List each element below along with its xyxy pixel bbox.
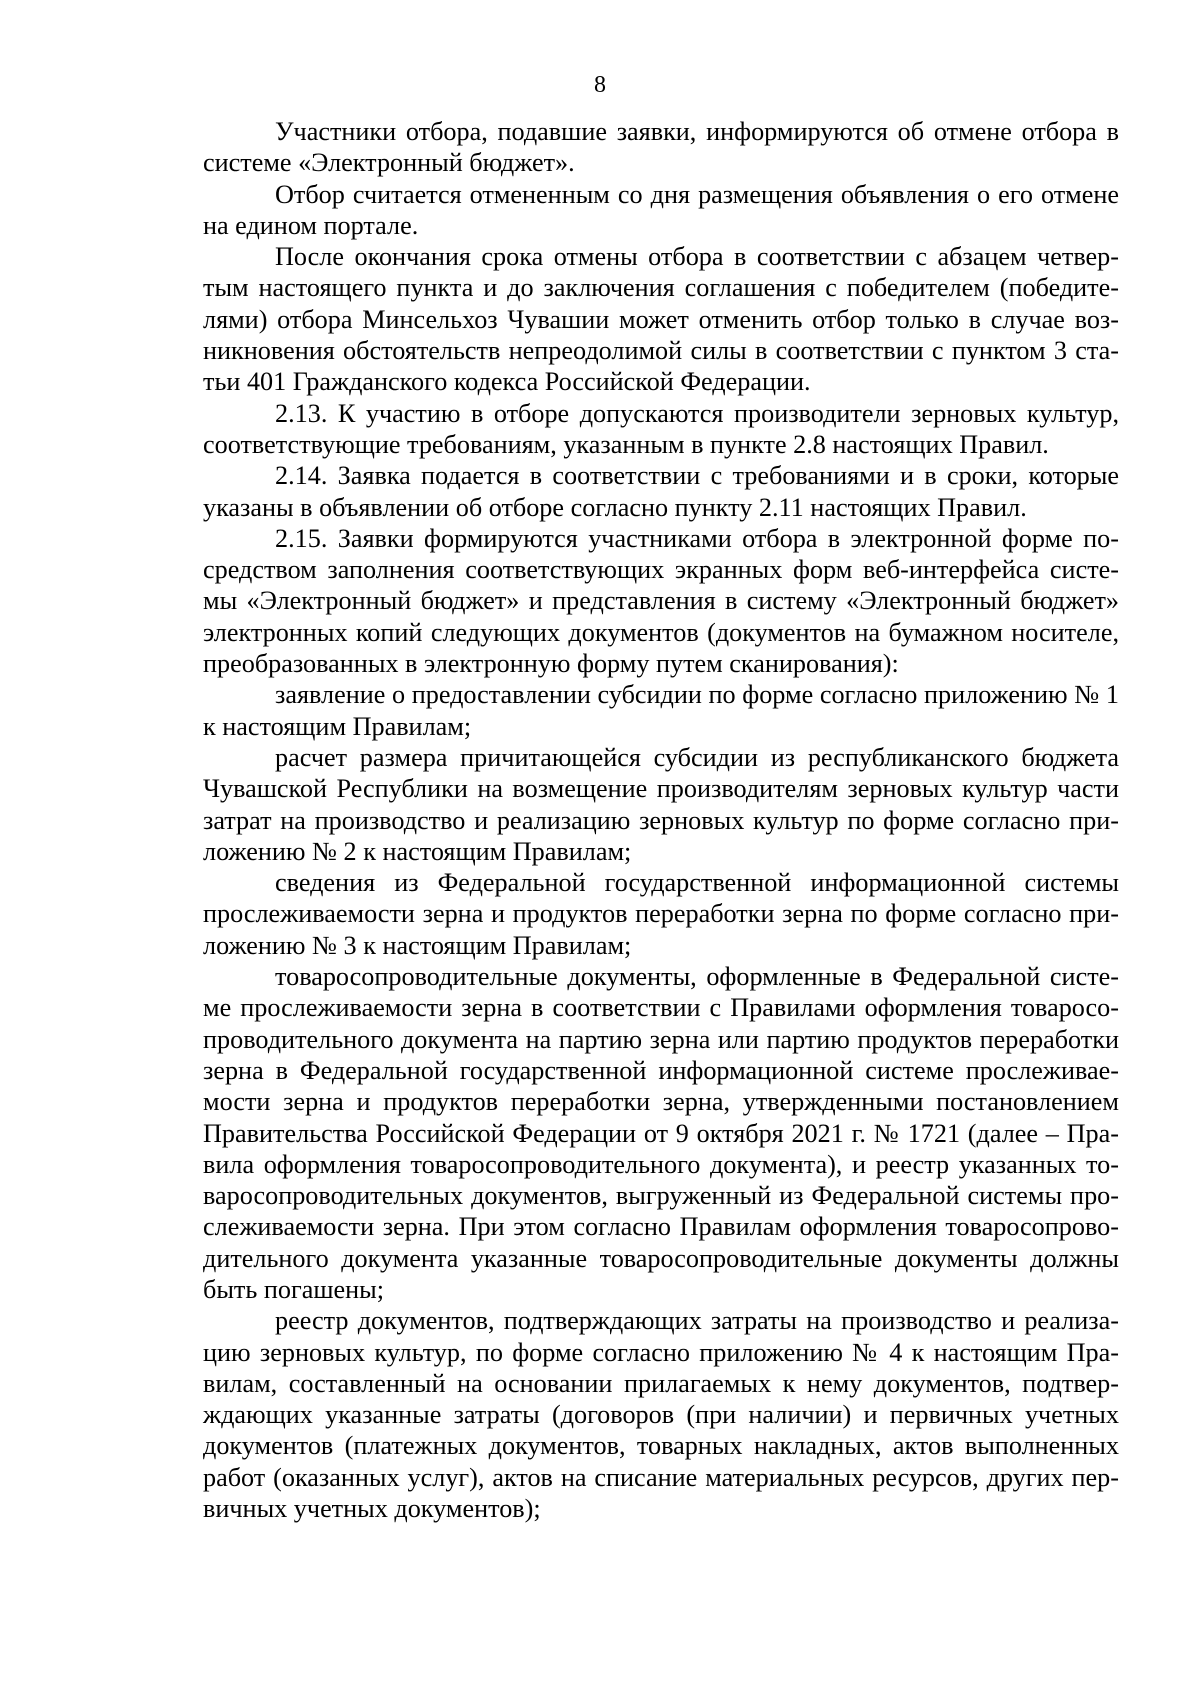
list-item-shipping-documents: товаросопроводительные документы, оформленные в Федеральной системе прослеживаемости зерна в соответствии с Правилами оформления товаросопроводительного документа на партию зерна или партию продуктов переработки зерна в Федеральной государственной информационной системе прослеживаемости зерна и продуктов переработки зерна, утвержденными постановлением Правительства Российской Федерации от 9 октября 2021 г. № 1721 (далее – Правила оформления товаросопроводительного документа), и реестр указанных товаросопроводительных документов, выгруженный из Федеральной системы прослеживаемости зерна. При этом согласно Правилам оформления товаросопроводительного документа указанные товаросопроводительные документы должны быть погашены; bbox=[203, 962, 1119, 1304]
list-item-cost-registry: реестр документов, подтверждающих затраты на производство и реализацию зерновых культур, по форме согласно приложению № 4 к настоящим Правилам, составленный на основании прилагаемых к нему документов, подтверждающих указанные затраты (договоров (при наличии) и первичных учетных документов (платежных документов, товарных накладных, актов выполненных работ (оказанных услуг), актов на списание материальных ресурсов, других первичных учетных документов); bbox=[203, 1306, 1119, 1524]
paragraph-cancel-notice: Участники отбора, подавшие заявки, информируются об отмене отбора в системе «Электронный бюджет». bbox=[203, 117, 1119, 178]
list-item-subsidy-calculation: расчет размера причитающейся субсидии из республиканского бюджета Чувашской Республики на возмещение производителям зерновых культур части затрат на производство и реализацию зерновых культур по форме согласно приложению № 2 к настоящим Правилам; bbox=[203, 742, 1119, 866]
paragraph-2-13: 2.13. К участию в отборе допускаются производители зерновых культур, соответствующие требованиям, указанным в пункте 2.8 настоящих Правил. bbox=[203, 398, 1119, 459]
paragraph-2-15: 2.15. Заявки формируются участниками отбора в электронной форме посредством заполнения соответствующих экранных форм веб-интерфейса системы «Электронный бюджет» и представления в систему «Электронный бюджет» электронных копий следующих документов (документов на бумажном носителе, преобразованных в электронную форму путем сканирования): bbox=[203, 523, 1119, 679]
document-body bbox=[203, 116, 1119, 1524]
paragraph-force-majeure: После окончания срока отмены отбора в соответствии с абзацем четвертым настоящего пункта и до заключения соглашения с победителем (победителями) отбора Минсельхоз Чувашии может отменить отбор только в случае возникновения обстоятельств непреодолимой силы в соответствии с пунктом 3 статьи 401 Гражданского кодекса Российской Федерации. bbox=[203, 242, 1119, 397]
paragraph-2-14: 2.14. Заявка подается в соответствии с требованиями и в сроки, которые указаны в объявлении об отборе согласно пункту 2.11 настоящих Правил. bbox=[203, 461, 1119, 522]
list-item-application: заявление о предоставлении субсидии по форме согласно приложению № 1 к настоящим Правилам; bbox=[203, 680, 1119, 741]
page-number: 8 bbox=[594, 72, 606, 98]
paragraph-cancel-date: Отбор считается отмененным со дня размещения объявления о его отмене на едином портале. bbox=[203, 179, 1119, 240]
list-item-grain-traceability-info: сведения из Федеральной государственной информационной системы прослеживаемости зерна и продуктов переработки зерна по форме согласно приложению № 3 к настоящим Правилам; bbox=[203, 868, 1119, 960]
